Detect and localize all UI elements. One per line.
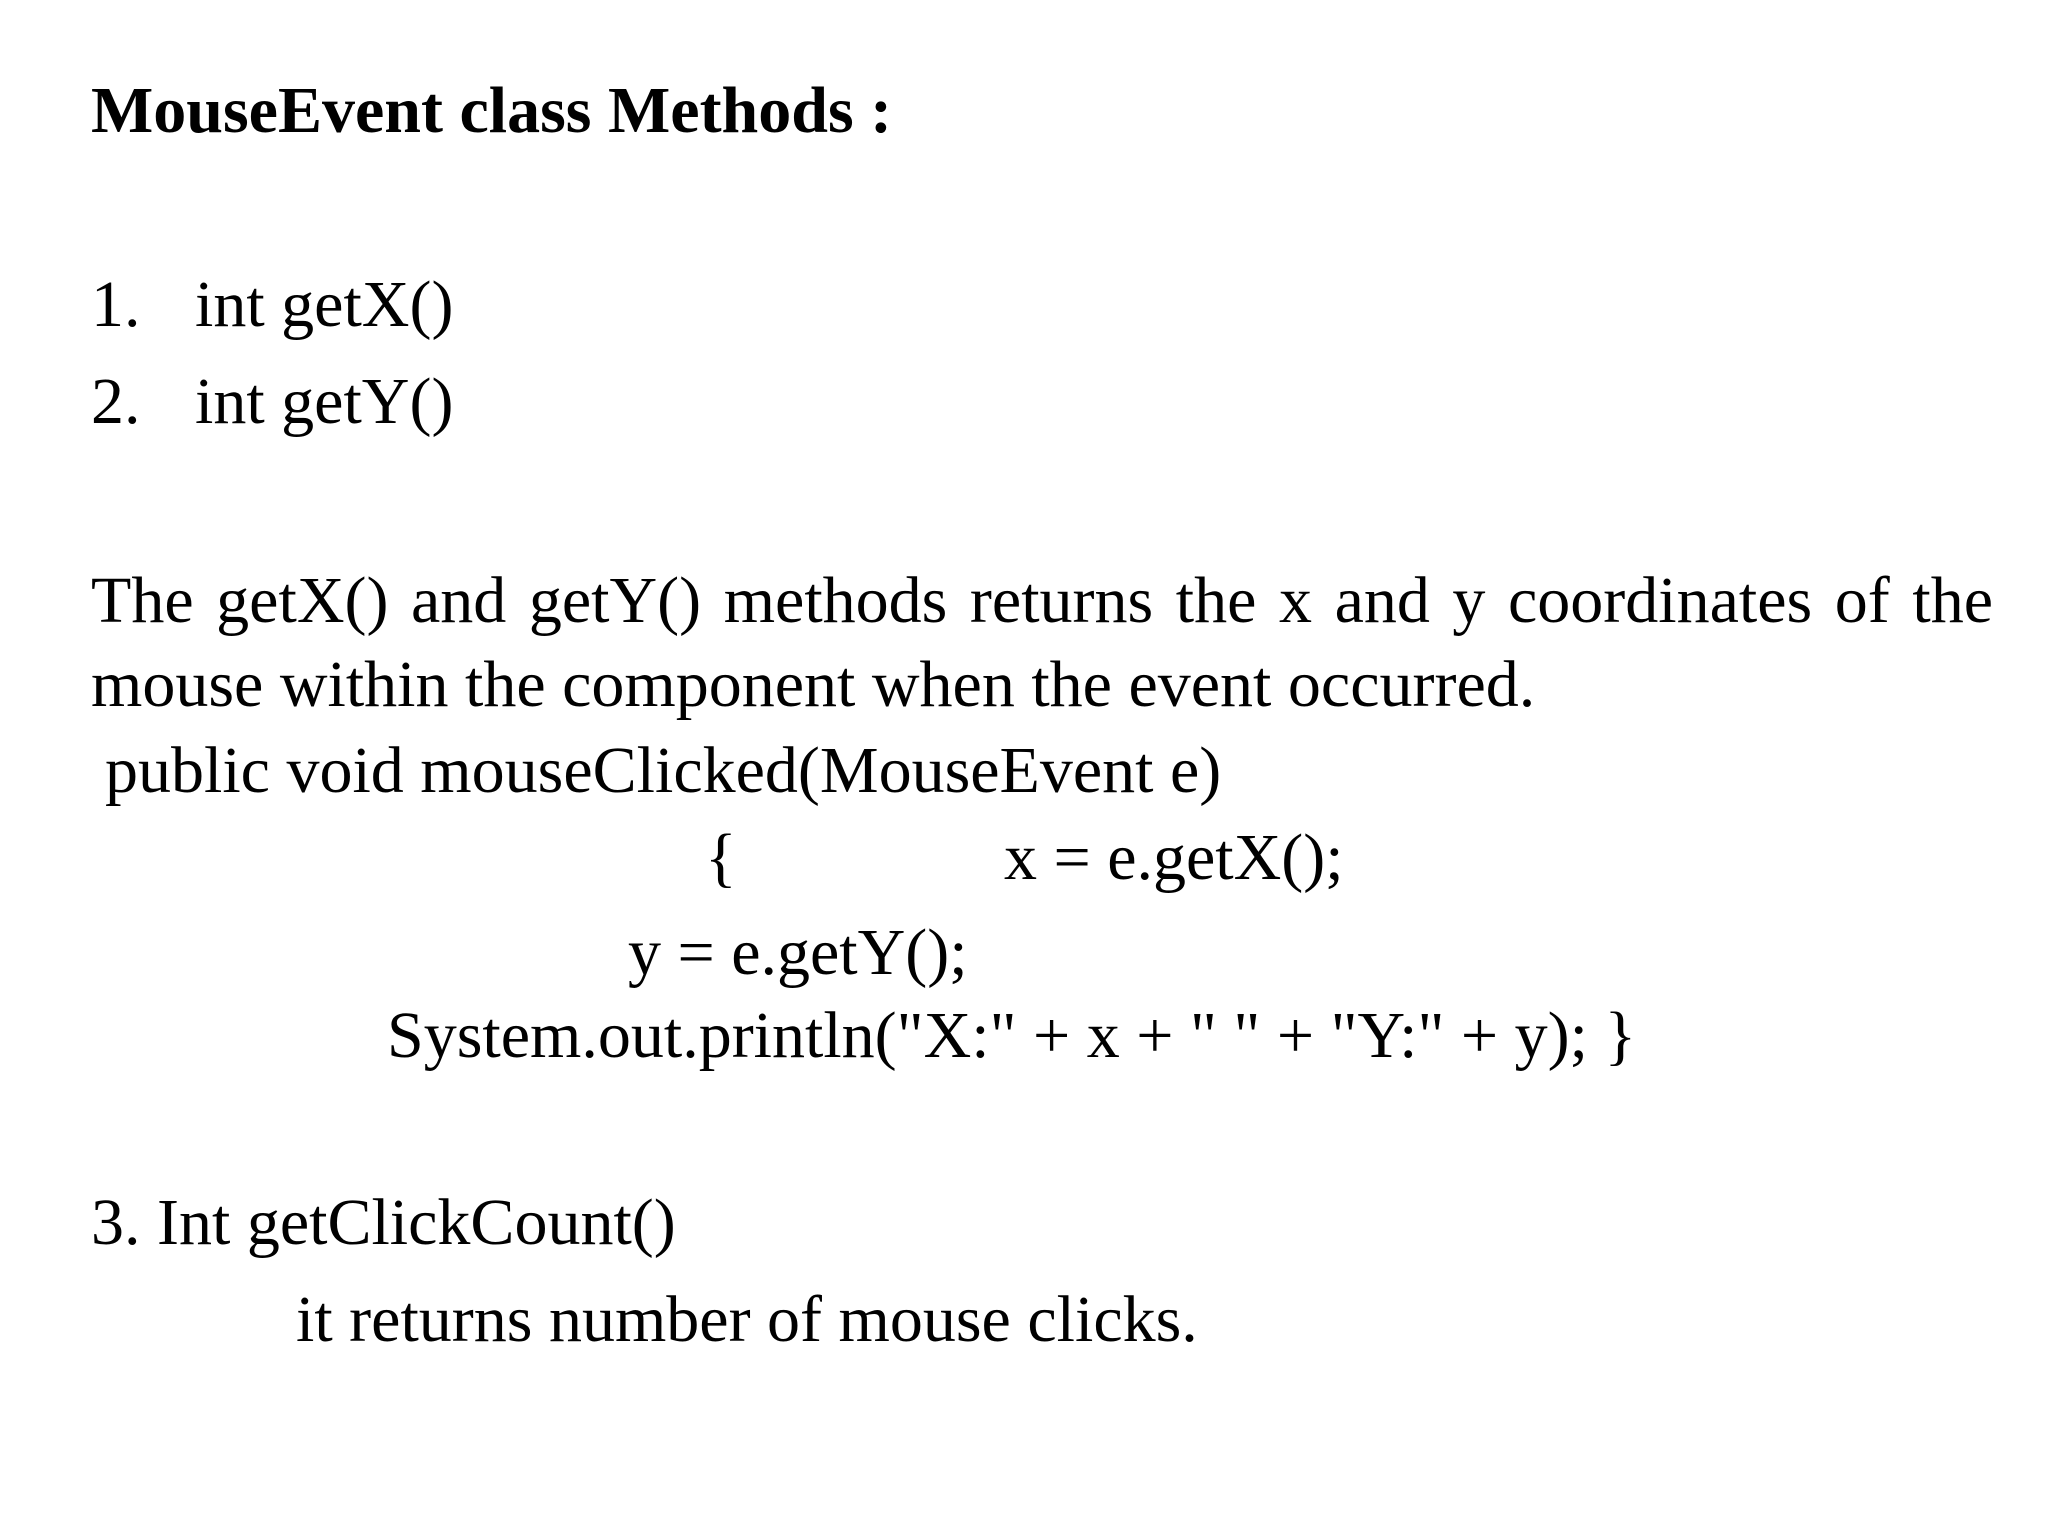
list-number: 1. <box>91 268 141 341</box>
list-number: 2. <box>91 365 141 438</box>
description-paragraph: The getX() and getY() methods returns the x and y coordinates of the mouse within the component when the event occurred. <box>91 564 1993 721</box>
method-list-item <box>91 268 454 341</box>
method-list-item <box>91 365 454 438</box>
method-click-count-description: it returns number of mouse clicks. <box>296 1283 1198 1356</box>
code-line-println: System.out.println("X:" + x + " " + "Y:" + y); } <box>387 999 1637 1072</box>
code-open-brace: { <box>705 821 737 894</box>
page-title: MouseEvent class Methods : <box>91 74 893 147</box>
method-signature: int getX() <box>195 268 454 341</box>
method-signature: int getY() <box>195 365 454 438</box>
code-line-signature: public void mouseClicked(MouseEvent e) <box>105 734 1222 807</box>
code-line-gety: y = e.getY(); <box>628 916 968 989</box>
code-line-getx: x = e.getX(); <box>1004 821 1344 894</box>
method-click-count: 3. Int getClickCount() <box>91 1186 676 1259</box>
